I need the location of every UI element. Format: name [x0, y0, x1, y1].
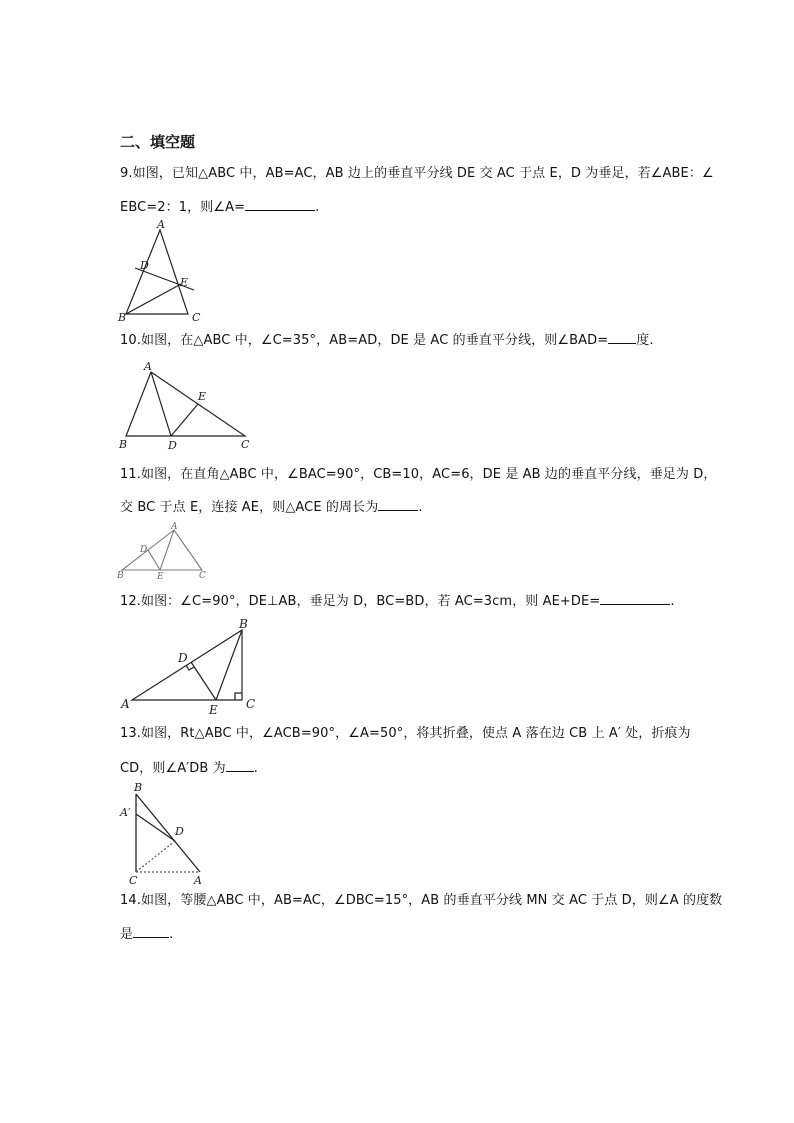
label-b: B [118, 311, 127, 324]
problem-text: 如图，在直角△ABC 中，∠BAC=90°，CB=10，AC=6，DE 是 AB 边的垂直平分线，垂足为 D， [140, 467, 717, 482]
label-d: D [175, 825, 184, 838]
problem-number: 11. [120, 467, 141, 482]
triangle-abc [126, 230, 188, 314]
segment-de [191, 662, 216, 700]
label-c: C [241, 438, 250, 450]
label-b: B [117, 571, 124, 581]
label-e: E [209, 703, 218, 717]
label-b: B [239, 617, 248, 631]
problem-text: CD，则∠A′DB 为 [120, 761, 226, 776]
label-c: C [199, 571, 206, 581]
problem-text: 是 [120, 927, 134, 942]
problem-13-line-2 [120, 759, 258, 777]
label-c: C [192, 311, 201, 324]
label-a: A [171, 522, 178, 532]
label-d: D [140, 545, 148, 555]
problem-text: 如图，等腰△ABC 中，AB=AC，∠DBC=15°，AB 的垂直平分线 MN 交 AC 于点 D，则∠A 的度数 [140, 893, 723, 908]
problem-11-line-2 [120, 498, 423, 516]
problem-text: 如图，已知△ABC 中，AB=AC，AB 边上的垂直平分线 DE 交 AC 于点 E，D 为垂足，若∠ABE：∠ [132, 166, 714, 181]
problem-text: . [418, 500, 423, 515]
problem-9-line-1 [120, 166, 714, 182]
side-ba [136, 794, 200, 872]
fold-line-cd [136, 841, 175, 872]
label-c: C [129, 874, 138, 887]
label-e: E [198, 390, 207, 403]
problem-10-figure [114, 358, 262, 450]
label-e: E [157, 572, 164, 582]
problem-13-figure [114, 780, 214, 888]
label-d: D [168, 439, 177, 450]
label-a: A [194, 874, 202, 887]
problem-14-line-2 [120, 925, 173, 943]
problem-9-line-2 [120, 198, 319, 216]
problem-text: 度. [636, 333, 654, 348]
problem-text: 如图，在△ABC 中，∠C=35°，AB=AD，DE 是 AC 的垂直平分线，则∠BAD= [140, 333, 609, 348]
segment-be [216, 630, 242, 700]
problem-number: 9. [120, 166, 133, 181]
problem-number: 12. [120, 594, 141, 609]
right-angle-mark-c [235, 693, 242, 700]
problem-10-line-1 [120, 331, 654, 349]
triangle-abc [132, 630, 242, 700]
problem-text: 如图，Rt△ABC 中，∠ACB=90°，∠A=50°，将其折叠，使点 A 落在边 CB 上 A′ 处，折痕为 [140, 726, 691, 741]
problem-number: 14. [120, 893, 141, 908]
perpendicular-bisector-de [171, 404, 198, 436]
problem-text: . [169, 927, 174, 942]
problem-text: . [670, 594, 675, 609]
problem-text: EBC=2：1，则∠A= [120, 200, 246, 215]
answer-blank[interactable] [378, 498, 418, 511]
segment-be [126, 284, 181, 314]
label-a: A [121, 697, 130, 711]
problem-11-line-1 [120, 467, 716, 483]
problem-12-figure [114, 614, 266, 718]
problem-text: . [315, 200, 320, 215]
segment-ad [151, 372, 171, 436]
label-a: A [157, 218, 165, 231]
answer-blank[interactable] [608, 331, 636, 344]
answer-blank[interactable] [133, 925, 169, 938]
label-c: C [246, 697, 256, 711]
problem-9-figure [114, 218, 214, 324]
answer-blank[interactable] [600, 592, 670, 605]
problem-13-line-1 [120, 726, 691, 742]
answer-blank[interactable] [245, 198, 315, 211]
label-b: B [119, 438, 128, 450]
problem-text: 交 BC 于点 E，连接 AE，则△ACE 的周长为 [120, 500, 379, 515]
problem-text: 如图：∠C=90°，DE⊥AB，垂足为 D，BC=BD，若 AC=3cm，则 AE+DE= [140, 594, 601, 609]
triangle-abc [126, 372, 245, 436]
label-e: E [180, 276, 189, 289]
label-a-prime: A′ [120, 806, 131, 819]
label-d: D [178, 651, 188, 665]
problem-11-figure [114, 520, 216, 582]
section-title: 二、填空题 [120, 133, 196, 151]
answer-blank[interactable] [226, 759, 254, 772]
problem-text: . [253, 761, 258, 776]
problem-12-line-1 [120, 592, 675, 610]
label-d: D [140, 259, 149, 272]
problem-14-line-1 [120, 893, 722, 909]
label-b: B [134, 781, 143, 794]
label-a: A [144, 360, 152, 373]
problem-number: 10. [120, 333, 141, 348]
problem-number: 13. [120, 726, 141, 741]
perpendicular-bisector-de [148, 550, 160, 570]
